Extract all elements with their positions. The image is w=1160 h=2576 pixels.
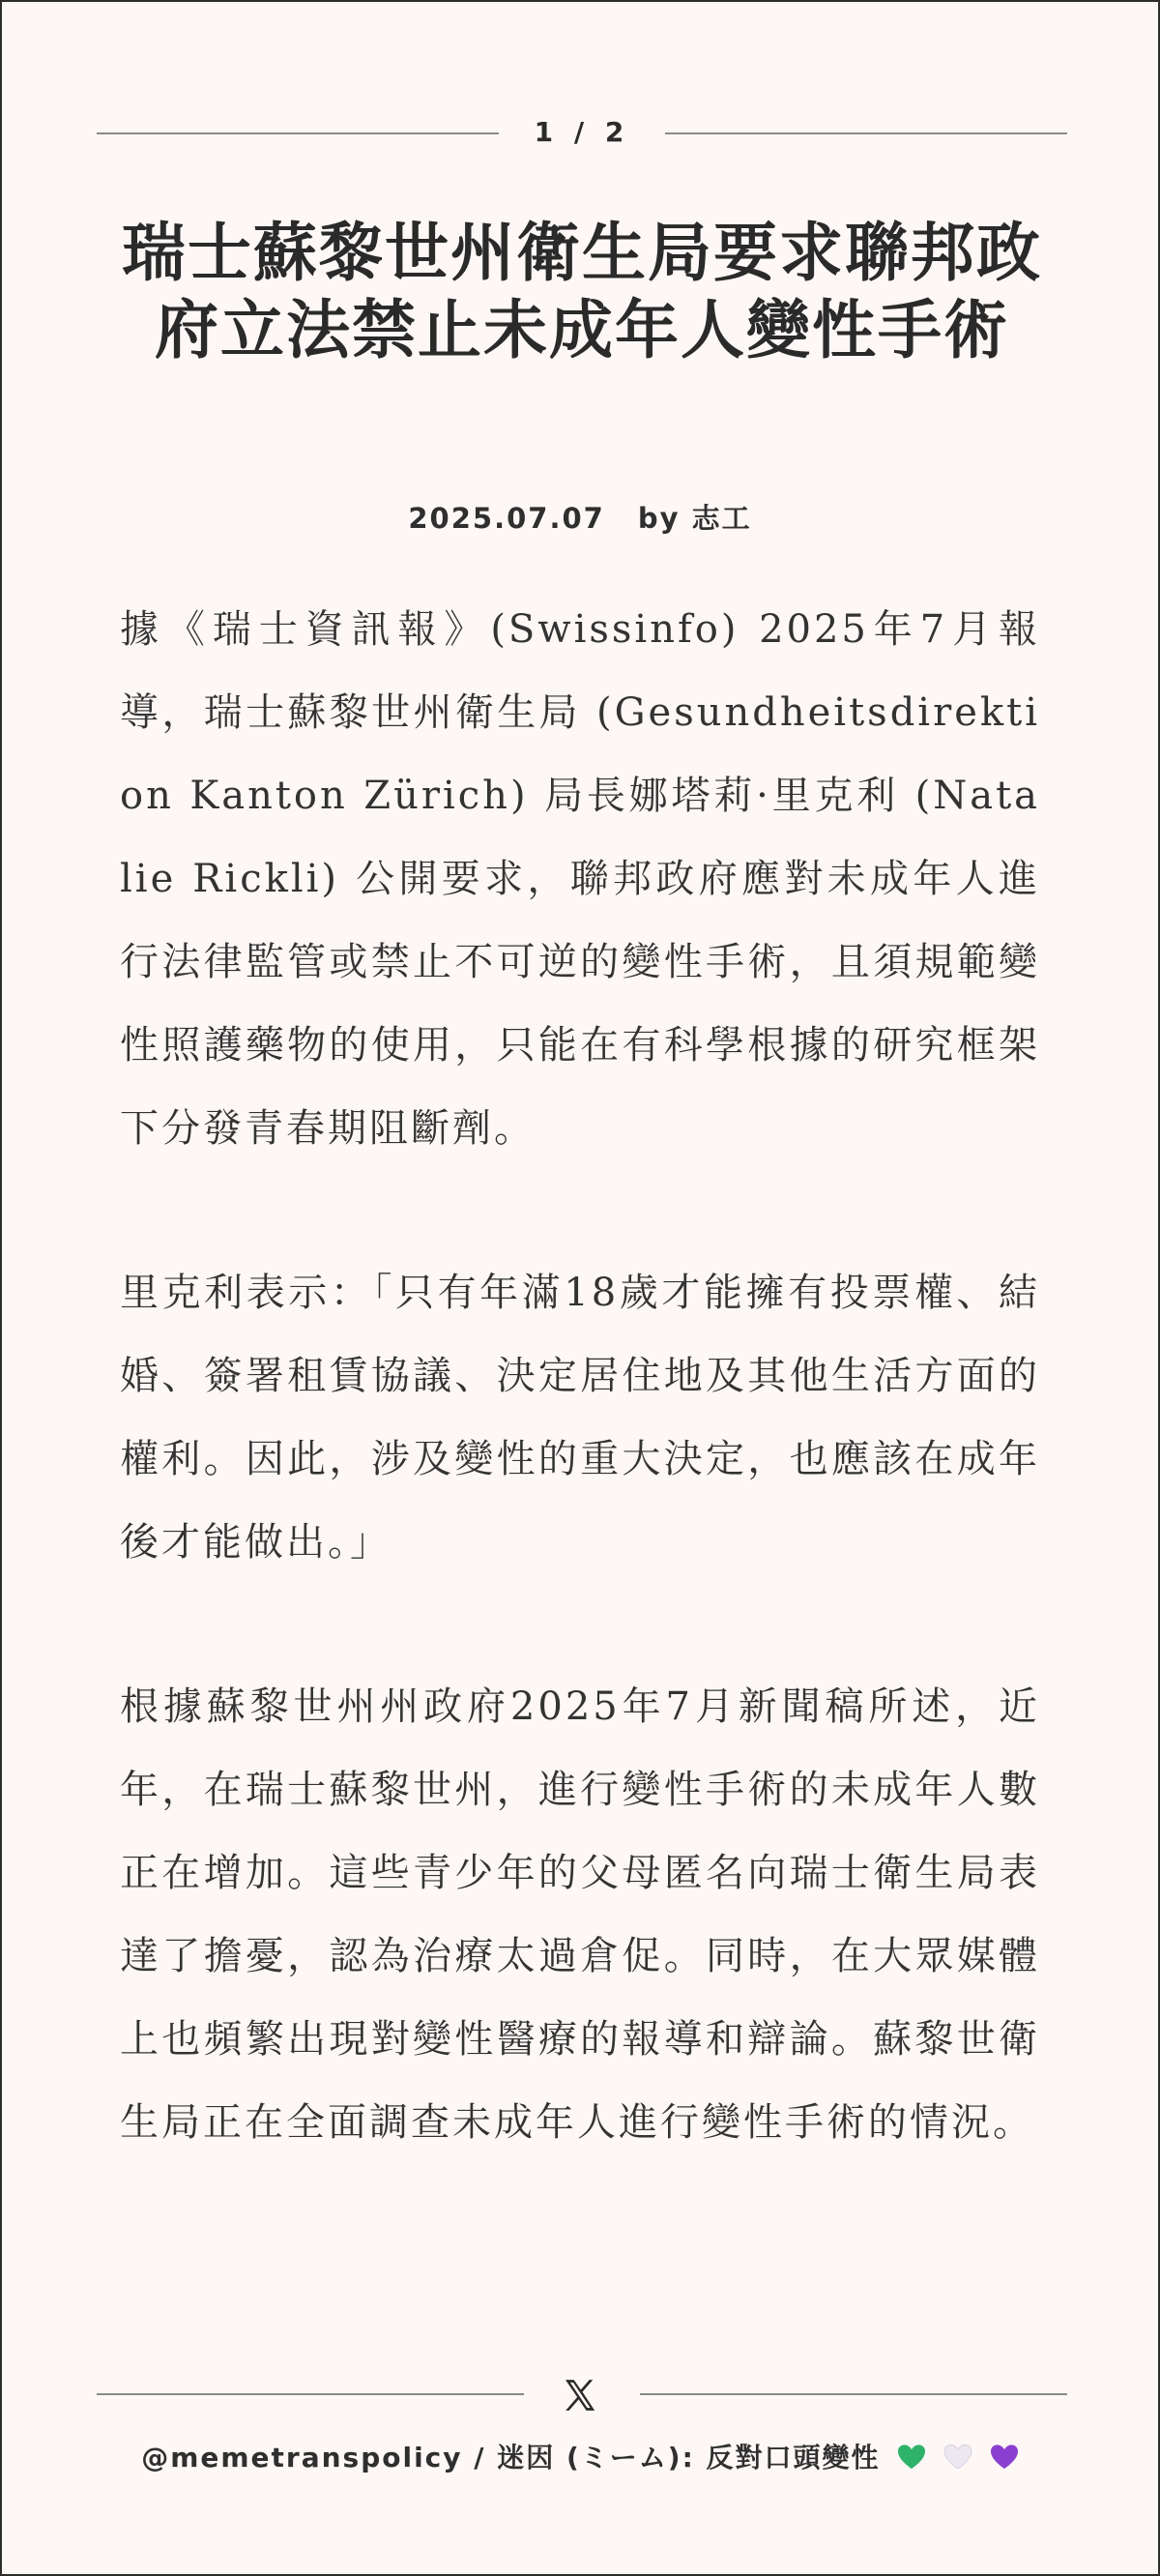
footer-credit [2, 2439, 1158, 2477]
divider-line [665, 132, 1067, 134]
article-body [120, 588, 1040, 2245]
publish-date: 2025.07.07 [408, 502, 605, 535]
account-handle: @memetranspolicy / 迷因 (ミーム): 反對口頭變性 [141, 2442, 881, 2474]
white-heart-icon [943, 2444, 972, 2471]
page-number: 1 / 2 [534, 116, 630, 148]
x-logo-icon [561, 2376, 599, 2415]
divider-line [97, 2393, 524, 2395]
purple-heart-icon [990, 2444, 1019, 2471]
article-paragraph: 里克利表示：「只有年滿18歲才能擁有投票權、結婚、簽署租賃協議、決定居住地及其他生活方面的權利。因此，涉及變性的重大決定，也應該在成年後才能做出。」 [120, 1271, 1040, 1565]
page-indicator [97, 116, 1067, 149]
divider-line [640, 2393, 1067, 2395]
green-heart-icon [897, 2444, 926, 2471]
article-headline: 瑞士蘇黎世州衛生局要求聯邦政府立法禁止未成年人變性手術 [122, 216, 1042, 367]
article-paragraph: 根據蘇黎世州州政府2025年7月新聞稿所述，近年，在瑞士蘇黎世州，進行變性手術的未成年人數正在增加。這些青少年的父母匿名向瑞士衛生局表達了擔憂，認為治療太過倉促。同時，在大眾媒體上也頻繁出現對變性醫療的報導和辯論。蘇黎世衛生局正在全面調查未成年人進行變性手術的情況。 [120, 1684, 1040, 2145]
divider-line [97, 132, 499, 134]
article-meta [2, 499, 1158, 538]
article-paragraph: 據《瑞士資訊報》(Swissinfo) 2025年7月報導，瑞士蘇黎世州衛生局 (Gesundheitsdirektion Kanton Zürich) 局長娜塔莉·里克利 (Natalie Rickli) 公開要求，聯邦政府應對未成年人進行法律監管或禁止不可逆的變性手術，且須規範變性照護藥物的使用，只能在有科學根據的研究框架下分發青春期阻斷劑。 [120, 607, 1040, 1151]
author-byline: by 志工 [637, 502, 752, 535]
